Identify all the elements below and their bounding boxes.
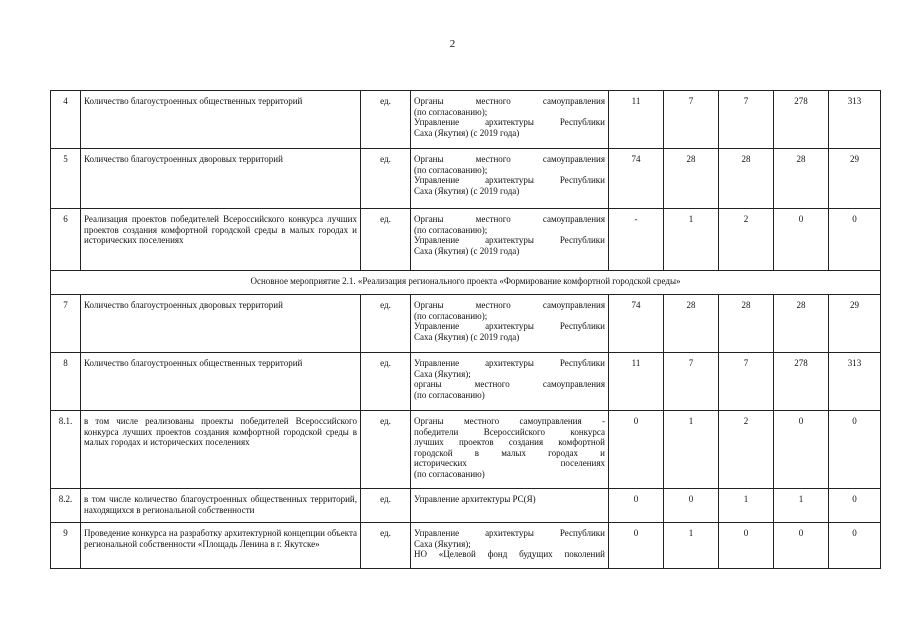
indicator-value: 0 xyxy=(609,489,664,523)
indicator-value: 11 xyxy=(609,91,664,149)
responsible-line: Управление архитектуры Республики xyxy=(414,358,605,368)
indicator-value: 7 xyxy=(664,353,719,411)
indicator-value: 313 xyxy=(829,353,881,411)
section-title: Основное мероприятие 2.1. «Реализация регионального проекта «Формирование комфортной городской среды» xyxy=(51,271,881,295)
indicator-value: 0 xyxy=(664,489,719,523)
table-row xyxy=(51,209,881,271)
responsible-line: Управление архитектуры РС(Я) xyxy=(414,494,536,504)
indicator-value: 28 xyxy=(774,295,829,353)
indicator-value: 29 xyxy=(829,295,881,353)
responsible-line: НО «Целевой фонд будущих поколений xyxy=(414,549,605,559)
responsible-line: (по согласованию) xyxy=(414,389,485,400)
responsible-body xyxy=(411,295,609,353)
unit-of-measure: ед. xyxy=(361,209,411,271)
row-number: 8.2. xyxy=(51,489,81,523)
indicator-value: 11 xyxy=(609,353,664,411)
responsible-body xyxy=(411,149,609,209)
responsible-line: Органы местного самоуправления xyxy=(414,300,605,310)
indicator-value: 1 xyxy=(664,209,719,271)
responsible-line: исторических поселениях xyxy=(414,458,605,468)
responsible-body xyxy=(411,209,609,271)
indicator-value: 28 xyxy=(664,149,719,209)
indicator-value: 7 xyxy=(719,91,774,149)
responsible-line: Саха (Якутия); xyxy=(414,538,471,549)
responsible-line: Саха (Якутия) (с 2019 года) xyxy=(414,245,520,256)
row-number: 8 xyxy=(51,353,81,411)
indicator-value: 1 xyxy=(719,489,774,523)
indicator-name: Реализация проектов победителей Всероссийского конкурса лучших проектов создания комфортной городской среды в малых городах и исторических поселениях xyxy=(81,209,361,271)
unit-of-measure: ед. xyxy=(361,411,411,489)
responsible-line: Органы местного самоуправления - xyxy=(414,416,605,426)
responsible-body xyxy=(411,353,609,411)
table-body xyxy=(51,91,881,569)
responsible-body xyxy=(411,489,609,523)
indicator-name: в том числе реализованы проекты победителей Всероссийского конкурса лучших проектов создания комфортной городской среды в малых городах и исторических поселениях xyxy=(81,411,361,489)
responsible-line: победители Всероссийского конкурса xyxy=(414,426,605,437)
responsible-line: (по согласованию); xyxy=(414,224,488,235)
responsible-line: Управление архитектуры Республики xyxy=(414,175,605,185)
indicator-name: Количество благоустроенных общественных территорий xyxy=(81,91,361,149)
responsible-line: Саха (Якутия); xyxy=(414,368,471,379)
responsible-line: Органы местного самоуправления xyxy=(414,96,605,106)
responsible-line: городской в малых городах и xyxy=(414,447,605,458)
row-number: 5 xyxy=(51,149,81,209)
responsible-line: Управление архитектуры Республики xyxy=(414,321,605,331)
table-row xyxy=(51,353,881,411)
table-row xyxy=(51,489,881,523)
unit-of-measure: ед. xyxy=(361,489,411,523)
indicator-value: 313 xyxy=(829,91,881,149)
responsible-body xyxy=(411,91,609,149)
responsible-line: Управление архитектуры Республики xyxy=(414,235,605,245)
indicator-value: 28 xyxy=(719,149,774,209)
responsible-line: (по согласованию); xyxy=(414,310,488,321)
indicator-name: Количество благоустроенных общественных территорий xyxy=(81,353,361,411)
indicator-value: 74 xyxy=(609,149,664,209)
indicator-value: 0 xyxy=(719,523,774,569)
responsible-body xyxy=(411,411,609,489)
indicator-value: 7 xyxy=(664,91,719,149)
indicator-value: 2 xyxy=(719,411,774,489)
responsible-body xyxy=(411,523,609,569)
indicator-name: в том числе количество благоустроенных общественных территорий, находящихся в региональной собственности xyxy=(81,489,361,523)
indicator-value: 0 xyxy=(774,209,829,271)
unit-of-measure: ед. xyxy=(361,91,411,149)
section-row xyxy=(51,271,881,295)
unit-of-measure: ед. xyxy=(361,149,411,209)
row-number: 9 xyxy=(51,523,81,569)
responsible-line: Саха (Якутия) (с 2019 года) xyxy=(414,331,520,342)
responsible-line: Органы местного самоуправления xyxy=(414,154,605,164)
indicator-value: 1 xyxy=(664,523,719,569)
table-row xyxy=(51,523,881,569)
indicator-value: 28 xyxy=(719,295,774,353)
table-row xyxy=(51,295,881,353)
indicator-value: 0 xyxy=(829,489,881,523)
responsible-line: Саха (Якутия) (с 2019 года) xyxy=(414,127,520,138)
indicator-value: 0 xyxy=(829,523,881,569)
indicator-value: 0 xyxy=(609,523,664,569)
table-row xyxy=(51,91,881,149)
indicator-value: 28 xyxy=(664,295,719,353)
page-number: 2 xyxy=(449,38,456,50)
responsible-line: Управление архитектуры Республики xyxy=(414,117,605,127)
indicator-value: 74 xyxy=(609,295,664,353)
responsible-line: (по согласованию) xyxy=(414,468,485,479)
indicator-value: 278 xyxy=(774,353,829,411)
responsible-line: (по согласованию); xyxy=(414,106,488,117)
unit-of-measure: ед. xyxy=(361,353,411,411)
table-row xyxy=(51,149,881,209)
indicator-value: - xyxy=(609,209,664,271)
indicator-value: 0 xyxy=(774,411,829,489)
indicators-table xyxy=(50,90,881,569)
indicator-name: Проведение конкурса на разработку архитектурной концепции объекта региональной собственности «Площадь Ленина в г. Якутске» xyxy=(81,523,361,569)
row-number: 4 xyxy=(51,91,81,149)
row-number: 8.1. xyxy=(51,411,81,489)
indicator-value: 0 xyxy=(774,523,829,569)
indicator-value: 0 xyxy=(829,411,881,489)
indicator-value: 2 xyxy=(719,209,774,271)
indicator-name: Количество благоустроенных дворовых территорий xyxy=(81,295,361,353)
unit-of-measure: ед. xyxy=(361,523,411,569)
responsible-line: органы местного самоуправления xyxy=(414,379,605,389)
responsible-line: Органы местного самоуправления xyxy=(414,214,605,224)
indicator-value: 0 xyxy=(609,411,664,489)
indicator-value: 7 xyxy=(719,353,774,411)
row-number: 6 xyxy=(51,209,81,271)
responsible-line: Управление архитектуры Республики xyxy=(414,528,605,538)
responsible-line: Саха (Якутия) (с 2019 года) xyxy=(414,185,520,196)
responsible-line: лучших проектов создания комфортной xyxy=(414,437,605,447)
table-row xyxy=(51,411,881,489)
indicator-name: Количество благоустроенных дворовых территорий xyxy=(81,149,361,209)
unit-of-measure: ед. xyxy=(361,295,411,353)
row-number: 7 xyxy=(51,295,81,353)
indicator-value: 0 xyxy=(829,209,881,271)
responsible-line: (по согласованию); xyxy=(414,164,488,175)
indicator-value: 278 xyxy=(774,91,829,149)
indicator-value: 1 xyxy=(774,489,829,523)
indicator-value: 1 xyxy=(664,411,719,489)
indicator-value: 28 xyxy=(774,149,829,209)
indicator-value: 29 xyxy=(829,149,881,209)
